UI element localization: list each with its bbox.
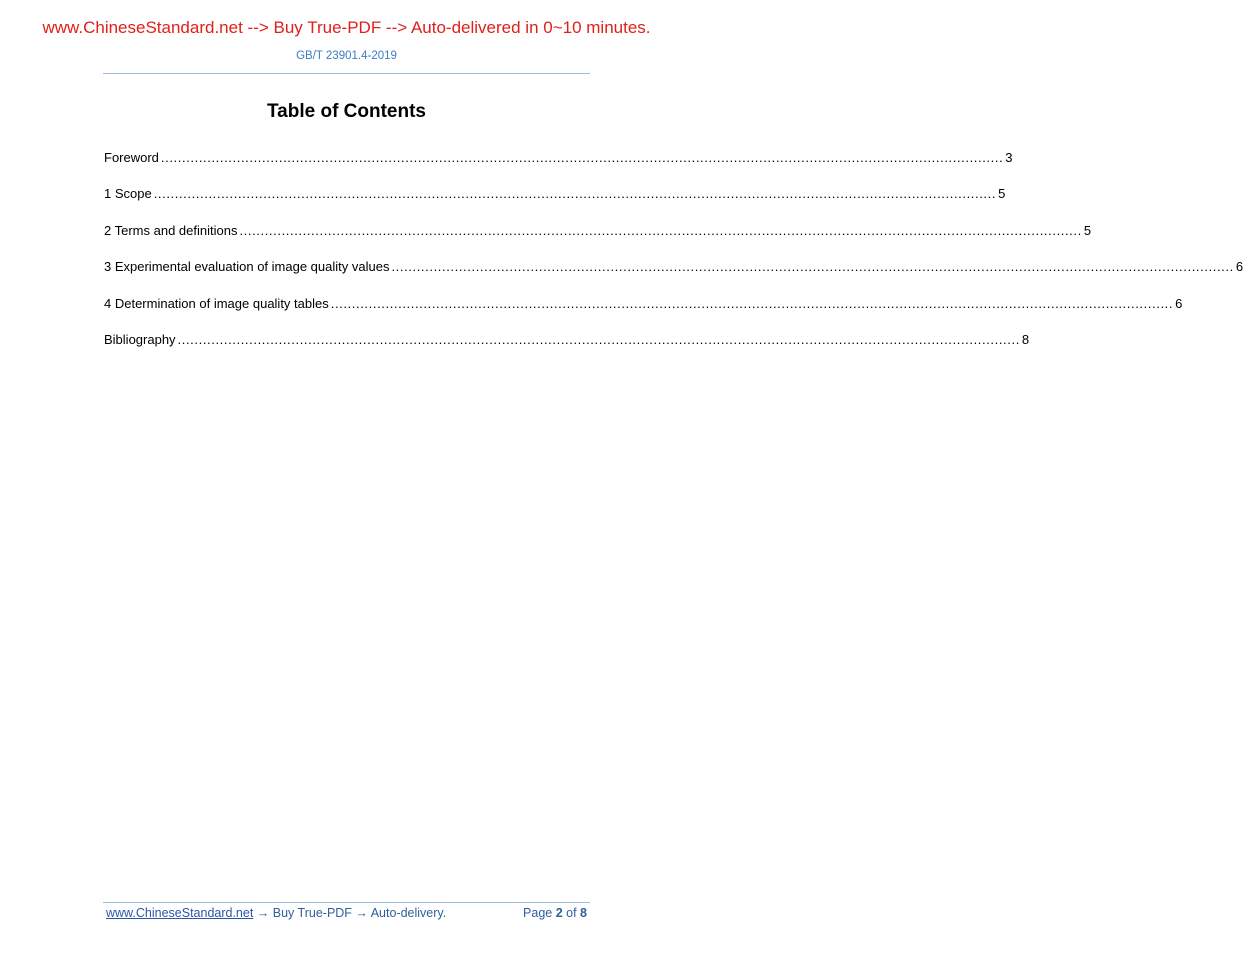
page-title: Table of Contents [266,101,427,122]
toc-entry-page: 8 [1021,331,1030,347]
toc-entry-label: 1 Scope [104,186,152,202]
toc-leader-dots: ........................................................................................................................................................................................................ [239,222,1082,238]
footer-promo [106,906,446,920]
toc-entry-bibliography[interactable] [104,331,1030,368]
toc-entry-label: 4 Determination of image quality tables [104,295,329,311]
promo-banner[interactable]: www.ChineseStandard.net --> Buy True-PDF --> Auto-delivered in 0~10 minutes. [42,18,651,37]
page-prefix: Page [523,906,556,920]
toc-leader-dots: ........................................................................................................................................................................................................ [391,259,1234,275]
toc-entry-page: 6 [1175,295,1183,311]
footer-site-link[interactable]: www.ChineseStandard.net [106,906,254,920]
toc-entry-page: 6 [1235,259,1243,275]
page-current: 2 [555,906,563,920]
page-total: 8 [580,906,587,920]
toc-leader-dots: ........................................................................................................................................................................................................ [153,186,997,202]
toc-entry-scope[interactable] [104,186,1006,222]
page-footer [106,906,587,920]
page-number [523,906,587,920]
standard-code: GB/T 23901.4-2019 [296,50,397,62]
toc-leader-dots: ........................................................................................................................................................................................................ [160,150,1004,165]
toc-entry-determination[interactable] [104,295,1183,332]
toc-leader-dots: ........................................................................................................................................................................................................ [177,331,1020,347]
toc-entry-label: 3 Experimental evaluation of image quality values [104,259,390,275]
page-of: of [562,906,581,920]
toc-entry-label: Foreword [104,150,159,165]
toc-entry-terms[interactable] [104,222,1092,259]
toc-entry-label: 2 Terms and definitions [104,222,238,238]
toc-entry-page: 5 [998,186,1006,202]
toc-entry-label: Bibliography [104,331,176,347]
table-of-contents [104,150,1243,368]
toc-entry-foreword[interactable] [104,150,1013,186]
toc-leader-dots: ........................................................................................................................................................................................................ [330,295,1174,311]
header-divider [103,73,590,74]
toc-entry-page: 3 [1005,150,1013,165]
toc-entry-page: 5 [1083,222,1092,238]
toc-entry-experimental-evaluation[interactable] [104,259,1243,295]
footer-divider [103,902,590,903]
footer-promo-text: → Buy True-PDF → Auto-delivery. [253,906,447,920]
